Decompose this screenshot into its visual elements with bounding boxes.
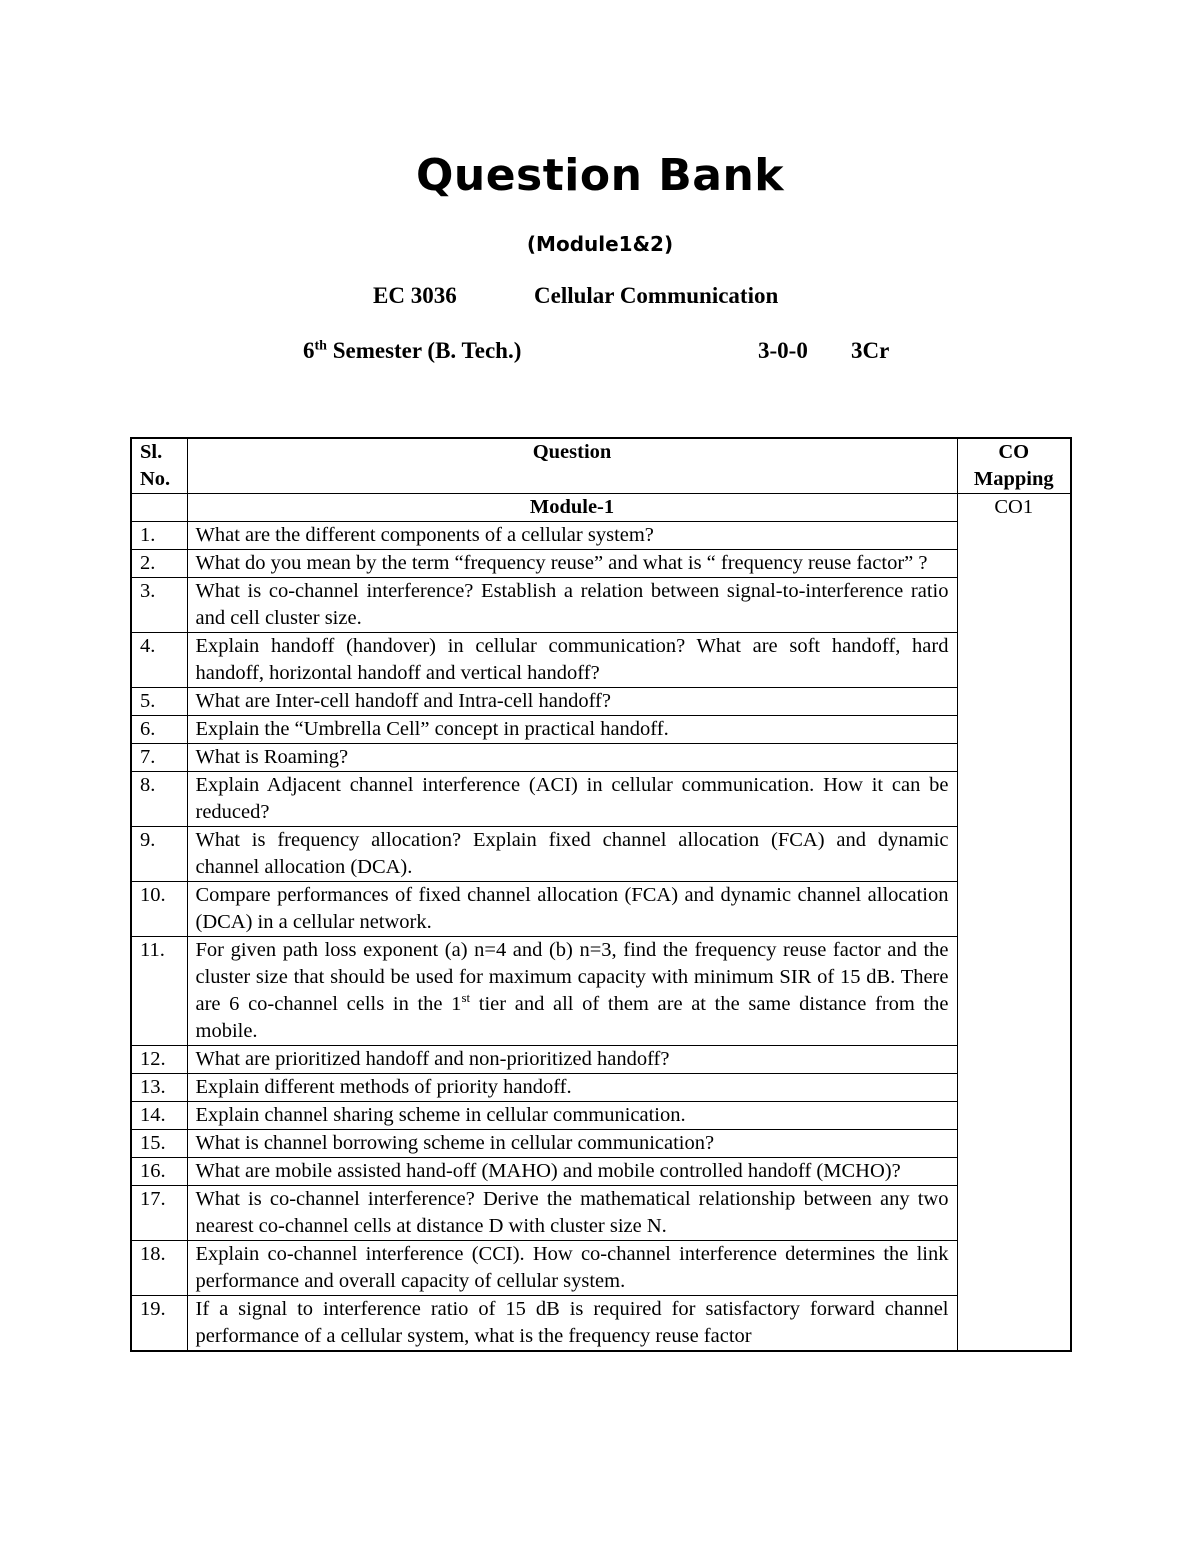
module-subtitle: (Module1&2) bbox=[526, 232, 674, 256]
module-row bbox=[131, 494, 1071, 522]
question-text-part: tier and all of them are at the same distance from the mobile. bbox=[195, 993, 949, 1042]
question-text: Explain co-channel interference (CCI). How co-channel interference determines the link performance and overall capacity of cellular system. bbox=[187, 1241, 957, 1296]
table-row bbox=[131, 744, 1071, 772]
question-text: What is frequency allocation? Explain fixed channel allocation (FCA) and dynamic channel allocation (DCA). bbox=[187, 827, 957, 882]
question-number: 12. bbox=[131, 1046, 187, 1074]
question-text: What are prioritized handoff and non-prioritized handoff? bbox=[187, 1046, 957, 1074]
table-row bbox=[131, 772, 1071, 827]
module-empty-cell bbox=[131, 494, 187, 522]
question-number: 13. bbox=[131, 1074, 187, 1102]
question-number: 16. bbox=[131, 1158, 187, 1186]
question-number: 3. bbox=[131, 578, 187, 633]
question-number: 19. bbox=[131, 1296, 187, 1352]
question-text-part: For given path loss exponent (a) n=4 and (b) n=3, find the frequency reuse factor and the cluster size that should be used for maximum capacity with minimum SIR of 15 dB. There are 6 co-channel cells in the 1 bbox=[195, 939, 949, 1015]
course-name: Cellular Communication bbox=[534, 283, 779, 308]
module-label: Module-1 bbox=[187, 494, 957, 522]
table-row bbox=[131, 1186, 1071, 1241]
semester bbox=[303, 338, 521, 364]
table-row bbox=[131, 1046, 1071, 1074]
question-text: What is Roaming? bbox=[187, 744, 957, 772]
question-text: What is channel borrowing scheme in cellular communication? bbox=[187, 1130, 957, 1158]
course-code: EC 3036 bbox=[373, 283, 457, 308]
table-row bbox=[131, 1158, 1071, 1186]
question-number: 17. bbox=[131, 1186, 187, 1241]
question-number: 1. bbox=[131, 522, 187, 550]
question-text: Explain different methods of priority handoff. bbox=[187, 1074, 957, 1102]
question-text: What are mobile assisted hand-off (MAHO) and mobile controlled handoff (MCHO)? bbox=[187, 1158, 957, 1186]
question-number: 7. bbox=[131, 744, 187, 772]
table-row bbox=[131, 827, 1071, 882]
co-mapping-cell: CO1 bbox=[957, 494, 1071, 1352]
question-text bbox=[187, 937, 957, 1046]
col-header-question: Question bbox=[187, 438, 957, 494]
question-text: Explain handoff (handover) in cellular communication? What are soft handoff, hard handoff, horizontal handoff and vertical handoff? bbox=[187, 633, 957, 688]
question-number: 10. bbox=[131, 882, 187, 937]
table-header-row bbox=[131, 438, 1071, 494]
question-number: 6. bbox=[131, 716, 187, 744]
semester-label: Semester (B. Tech.) bbox=[326, 338, 522, 363]
table-row bbox=[131, 1102, 1071, 1130]
question-text: Compare performances of fixed channel allocation (FCA) and dynamic channel allocation (DCA) in a cellular network. bbox=[187, 882, 957, 937]
question-text: What are Inter-cell handoff and Intra-cell handoff? bbox=[187, 688, 957, 716]
col-header-co: CO Mapping bbox=[957, 438, 1071, 494]
table-row bbox=[131, 1296, 1071, 1352]
question-text: What is co-channel interference? Establish a relation between signal-to-interference ratio and cell cluster size. bbox=[187, 578, 957, 633]
table-row bbox=[131, 550, 1071, 578]
question-number: 9. bbox=[131, 827, 187, 882]
question-number: 8. bbox=[131, 772, 187, 827]
question-text: Explain Adjacent channel interference (ACI) in cellular communication. How it can be reduced? bbox=[187, 772, 957, 827]
question-table bbox=[130, 437, 1072, 1352]
table-row bbox=[131, 1241, 1071, 1296]
question-number: 11. bbox=[131, 937, 187, 1046]
credits: 3Cr bbox=[851, 338, 890, 363]
question-text: Explain channel sharing scheme in cellular communication. bbox=[187, 1102, 957, 1130]
table-row bbox=[131, 716, 1071, 744]
table-row bbox=[131, 688, 1071, 716]
table-row bbox=[131, 1130, 1071, 1158]
question-text: What do you mean by the term “frequency reuse” and what is “ frequency reuse factor” ? bbox=[187, 550, 957, 578]
question-number: 15. bbox=[131, 1130, 187, 1158]
question-number: 14. bbox=[131, 1102, 187, 1130]
question-number: 5. bbox=[131, 688, 187, 716]
question-text: Explain the “Umbrella Cell” concept in practical handoff. bbox=[187, 716, 957, 744]
question-number: 2. bbox=[131, 550, 187, 578]
semester-number: 6 bbox=[303, 338, 315, 363]
table-row bbox=[131, 578, 1071, 633]
ordinal-suffix: st bbox=[461, 990, 471, 1006]
question-number: 18. bbox=[131, 1241, 187, 1296]
ltp: 3-0-0 bbox=[758, 338, 808, 363]
table-row bbox=[131, 937, 1071, 1046]
table-row bbox=[131, 882, 1071, 937]
table-row bbox=[131, 633, 1071, 688]
table-row bbox=[131, 1074, 1071, 1102]
table-row bbox=[131, 522, 1071, 550]
semester-suffix: th bbox=[314, 338, 327, 354]
question-number: 4. bbox=[131, 633, 187, 688]
col-header-sl: Sl. No. bbox=[131, 438, 187, 494]
question-text: What are the different components of a cellular system? bbox=[187, 522, 957, 550]
question-text: What is co-channel interference? Derive the mathematical relationship between any two nearest co-channel cells at distance D with cluster size N. bbox=[187, 1186, 957, 1241]
page-title: Question Bank bbox=[415, 150, 785, 201]
question-text: If a signal to interference ratio of 15 dB is required for satisfactory forward channel performance of a cellular system, what is the frequency reuse factor bbox=[187, 1296, 957, 1352]
